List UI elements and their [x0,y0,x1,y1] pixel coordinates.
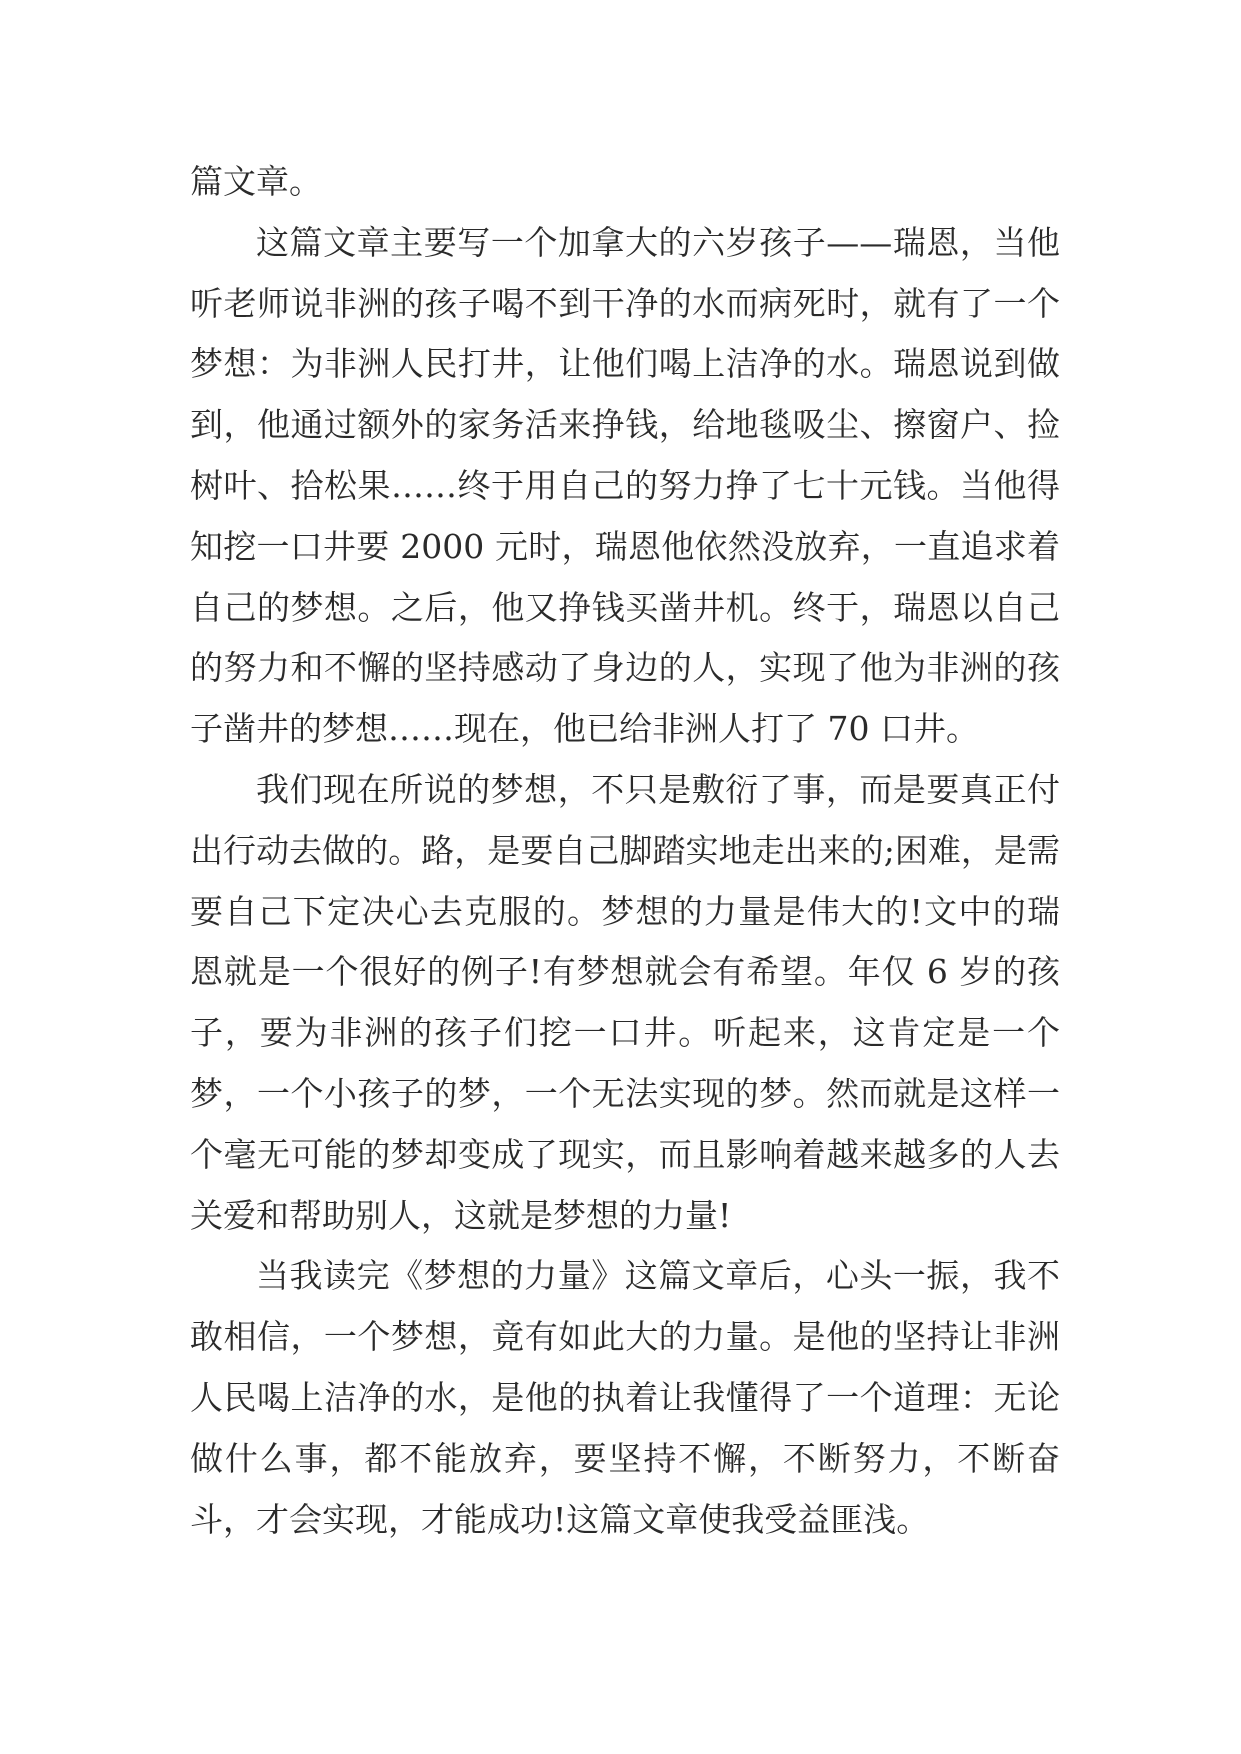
paragraph-story-summary: 这篇文章主要写一个加拿大的六岁孩子——瑞恩，当他听老师说非洲的孩子喝不到干净的水而病死时，就有了一个梦想：为非洲人民打井，让他们喝上洁净的水。瑞恩说到做到，他通过额外的家务活来挣钱，给地毯吸尘、擦窗户、捡树叶、拾松果……终于用自己的努力挣了七十元钱。当他得知挖一口井要 2000 元时，瑞恩他依然没放弃，一直追求着自己的梦想。之后，他又挣钱买凿井机。终于，瑞恩以自己的努力和不懈的坚持感动了身边的人，实现了他为非洲的孩子凿井的梦想……现在，他已给非洲人打了 70 口井。 [190,222,1060,749]
paragraph-dream-reflection: 我们现在所说的梦想，不只是敷衍了事，而是要真正付出行动去做的。路，是要自己脚踏实地走出来的;困难，是需要自己下定决心去克服的。梦想的力量是伟大的!文中的瑞恩就是一个很好的例子!有梦想就会有希望。年仅 6 岁的孩子，要为非洲的孩子们挖一口井。听起来，这肯定是一个梦，一个小孩子的梦，一个无法实现的梦。然而就是这样一个毫无可能的梦却变成了现实，而且影响着越来越多的人去关爱和帮助别人，这就是梦想的力量! [190,769,1060,1235]
paragraph-continuation: 篇文章。 [190,162,322,201]
document-body [190,152,1060,1550]
paragraph-conclusion: 当我读完《梦想的力量》这篇文章后，心头一振，我不敢相信，一个梦想，竟有如此大的力量。是他的坚持让非洲人民喝上洁净的水，是他的执着让我懂得了一个道理：无论做什么事，都不能放弃，要坚持不懈，不断努力，不断奋斗，才会实现，才能成功!这篇文章使我受益匪浅。 [190,1256,1060,1539]
